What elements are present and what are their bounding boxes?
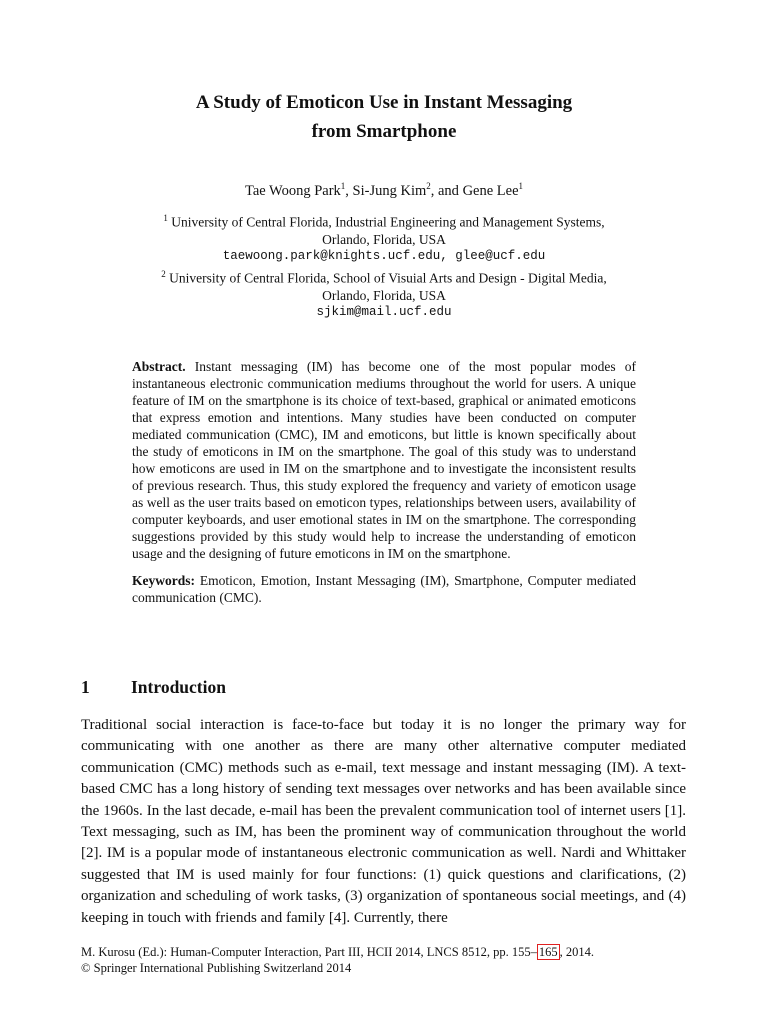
author-list (0, 176, 768, 201)
author-affiliation-mark: 1 (340, 181, 346, 191)
author-separator: , (345, 182, 353, 199)
footer-copyright: © Springer International Publishing Switzerland 2014 (81, 961, 352, 975)
affiliation-1-email: taewoong.park@knights.ucf.edu, glee@ucf.edu (222, 249, 546, 264)
abstract-label: Abstract. (132, 359, 186, 374)
abstract-text: Instant messaging (IM) has become one of the most popular modes of instantaneous electronic communication mediums throughout the world for users. A unique feature of IM on the smartphone is its choice of text-based, graphical or animated emoticons that express emotion and intentions. Many studies have been conducted on computer mediated communication (CMC), IM and emoticons, but little is known specifically about the study of emoticons in IM on the smartphone. The goal of this study was to understand how emoticons are used in IM on the smartphone and to investigate the inconsistent results of previous research. Thus, this study explored the frequency and variety of emoticon usage as well as the user traits based on emoticon types, relationships between users, availability of computer keyboards, and user emotional states in IM on the smartphone. The corresponding suggestions provided by this study would help to increase the understanding of emoticon usage and the designing of future emoticons in IM on the smartphone. (132, 359, 637, 561)
section-number: 1 (81, 677, 90, 697)
affiliation-2-line2: Orlando, Florida, USA (322, 287, 446, 303)
affiliations (0, 210, 768, 321)
abstract-paragraph (132, 358, 636, 562)
author-name: Si-Jung Kim (352, 182, 427, 199)
keywords-text: Emoticon, Emotion, Instant Messaging (IM), Smartphone, Computer mediated communication (CMC). (132, 573, 636, 605)
page-footer (81, 944, 701, 976)
keywords-label: Keywords: (132, 573, 195, 588)
section-title: Introduction (131, 677, 226, 697)
affiliation-2-line1: $^2$ University of Central Florida, School of Visuial Arts and Design - Digital Media, (161, 268, 607, 286)
affiliation-1-line1: $^1$ University of Central Florida, Industrial Engineering and Management Systems, (163, 213, 605, 230)
intro-paragraph: Traditional social interaction is face-to-face but today it is no longer the primary way for communicating with one another as there are many other alternative computer mediated communication (CMC) methods such as e-mail, text message and instant messaging (IM). A text-based CMC has a long history of sending text messages over networks and has been available since the 1960s. In the last decade, e-mail has been the prevalent communication tool of internet users [1]. Text messaging, such as IM, has been the prominent way of communication throughout the world [2]. IM is a popular mode of instantaneous electronic communication as well. Nardi and Whittaker suggested that IM is used mainly for four functions: (1) quick questions and clarifications, (2) organization and scheduling of work tasks, (3) organization of spontaneous social meetings, and (4) keeping in touch with friends and family [4]. Currently, there (81, 717, 686, 926)
page-end-link[interactable]: 165 (538, 945, 558, 959)
footer-citation: M. Kurosu (Ed.): Human-Computer Interaction, Part III, HCII 2014, LNCS 8512, pp. 155– 165 , 2014. (81, 945, 594, 959)
affiliation-1-line2: Orlando, Florida, USA (322, 231, 446, 247)
affiliation-number: 2 (161, 268, 166, 279)
paper-title-line1: A Study of Emoticon Use in Instant Messaging (195, 92, 573, 113)
author-affiliation-mark: 1 (518, 181, 524, 191)
section-heading (81, 676, 681, 698)
paper-title-line2: from Smartphone (311, 121, 457, 142)
affiliation-2-email: sjkim@mail.ucf.edu (316, 305, 452, 320)
keywords-paragraph (132, 572, 636, 606)
abstract (132, 358, 636, 606)
author-name: Tae Woong Park (244, 182, 341, 199)
paper-title (0, 88, 768, 146)
affiliation-number: 1 (163, 213, 168, 223)
author-name: Gene Lee (462, 182, 519, 199)
author-affiliation-mark: 2 (426, 181, 431, 191)
author-separator: , and (430, 182, 463, 199)
